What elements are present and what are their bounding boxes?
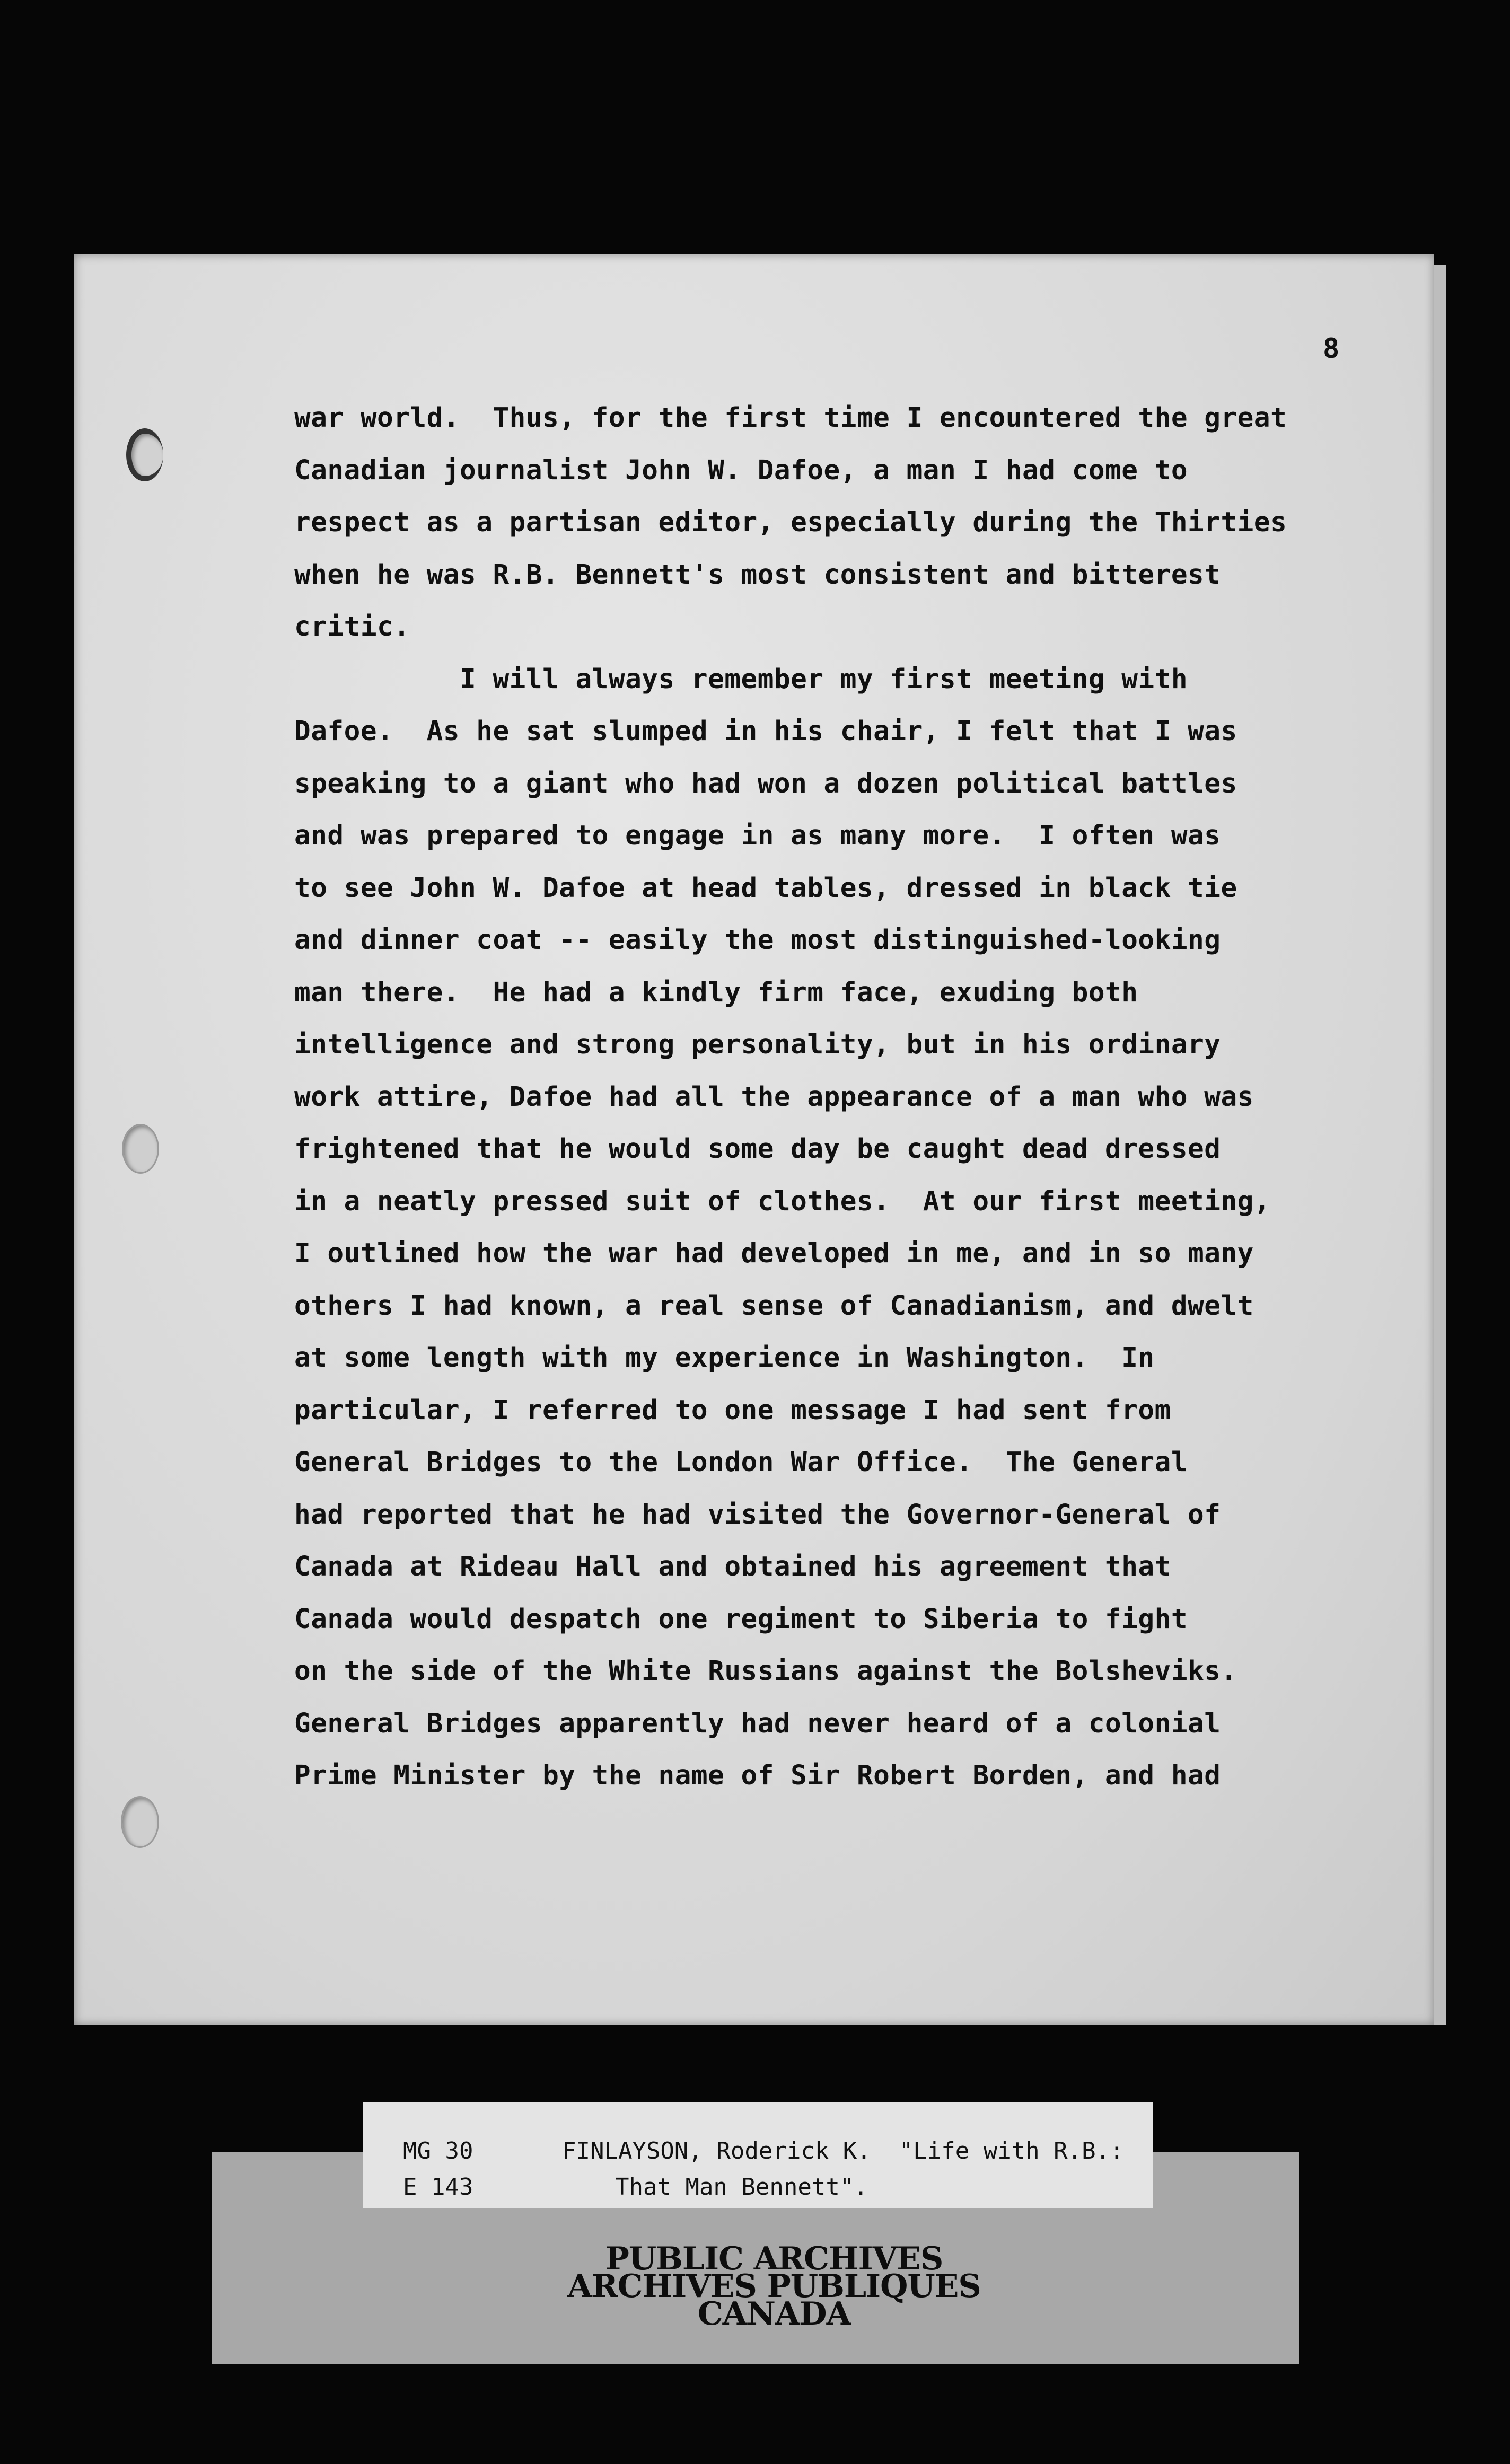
text-line: in a neatly pressed suit of clothes. At our first meeting, xyxy=(294,1185,1271,1217)
punch-hole-bottom xyxy=(121,1796,159,1848)
paragraph-1 xyxy=(294,392,1291,654)
text-line: and dinner coat -- easily the most distinguished-looking xyxy=(294,925,1221,956)
stamp-line-english: PUBLIC ARCHIVES xyxy=(605,2240,943,2277)
text-line: Dafoe. As he sat slumped in his chair, I felt that I was xyxy=(294,716,1237,747)
text-line: Prime Minister by the name of Sir Robert Borden, and had xyxy=(294,1760,1221,1791)
paragraph-2 xyxy=(294,654,1291,1802)
text-line: I will always remember my first meeting with xyxy=(294,663,1188,695)
reference-title: That Man Bennett". xyxy=(615,2173,868,2201)
text-line: and was prepared to engage in as many more. I often was xyxy=(294,820,1221,851)
public-archives-stamp xyxy=(535,2240,1013,2333)
text-line: Canada would despatch one regiment to Siberia to fight xyxy=(294,1603,1188,1635)
page-number: 8 xyxy=(1323,333,1340,365)
text-line: on the side of the White Russians against the Bolsheviks. xyxy=(294,1656,1237,1687)
punch-hole-middle xyxy=(122,1124,159,1174)
text-line: Canada at Rideau Hall and obtained his agreement that xyxy=(294,1551,1171,1582)
text-line: General Bridges apparently had never heard of a colonial xyxy=(294,1708,1221,1739)
collection-code: MG 30 xyxy=(403,2137,473,2164)
text-line: to see John W. Dafoe at head tables, dressed in black tie xyxy=(294,872,1237,904)
text-line: critic. xyxy=(294,611,410,643)
text-line: intelligence and strong personality, but in his ordinary xyxy=(294,1029,1221,1060)
text-line: General Bridges to the London War Office. The General xyxy=(294,1447,1188,1478)
text-line: Canadian journalist John W. Dafoe, a man I had come to xyxy=(294,454,1188,486)
page-edge-shadow xyxy=(1434,265,1446,2025)
text-line: respect as a partisan editor, especially during the Thirties xyxy=(294,507,1287,538)
text-line: war world. Thus, for the first time I encountered the great xyxy=(294,402,1287,434)
body-text xyxy=(294,392,1291,1802)
text-line: speaking to a giant who had won a dozen political battles xyxy=(294,768,1237,799)
text-line: I outlined how the war had developed in me, and in so many xyxy=(294,1238,1254,1269)
text-line: particular, I referred to one message I had sent from xyxy=(294,1394,1171,1426)
text-line: others I had known, a real sense of Canadianism, and dwelt xyxy=(294,1290,1254,1322)
volume-code: E 143 xyxy=(403,2173,473,2201)
punch-hole-top xyxy=(126,428,163,481)
text-line: man there. He had a kindly firm face, exuding both xyxy=(294,976,1138,1008)
text-line: at some length with my experience in Washington. In xyxy=(294,1342,1155,1374)
reference-author: FINLAYSON, Roderick K. "Life with R.B.: xyxy=(562,2137,1124,2164)
text-line: frightened that he would some day be caught dead dressed xyxy=(294,1133,1221,1165)
text-line: when he was R.B. Bennett's most consistent and bitterest xyxy=(294,559,1221,591)
stamp-line-country: CANADA xyxy=(697,2295,851,2333)
text-line: had reported that he had visited the Governor-General of xyxy=(294,1499,1221,1530)
stamp-line-french: ARCHIVES PUBLIQUES xyxy=(567,2268,981,2305)
text-line: work attire, Dafoe had all the appearance of a man who was xyxy=(294,1081,1254,1113)
